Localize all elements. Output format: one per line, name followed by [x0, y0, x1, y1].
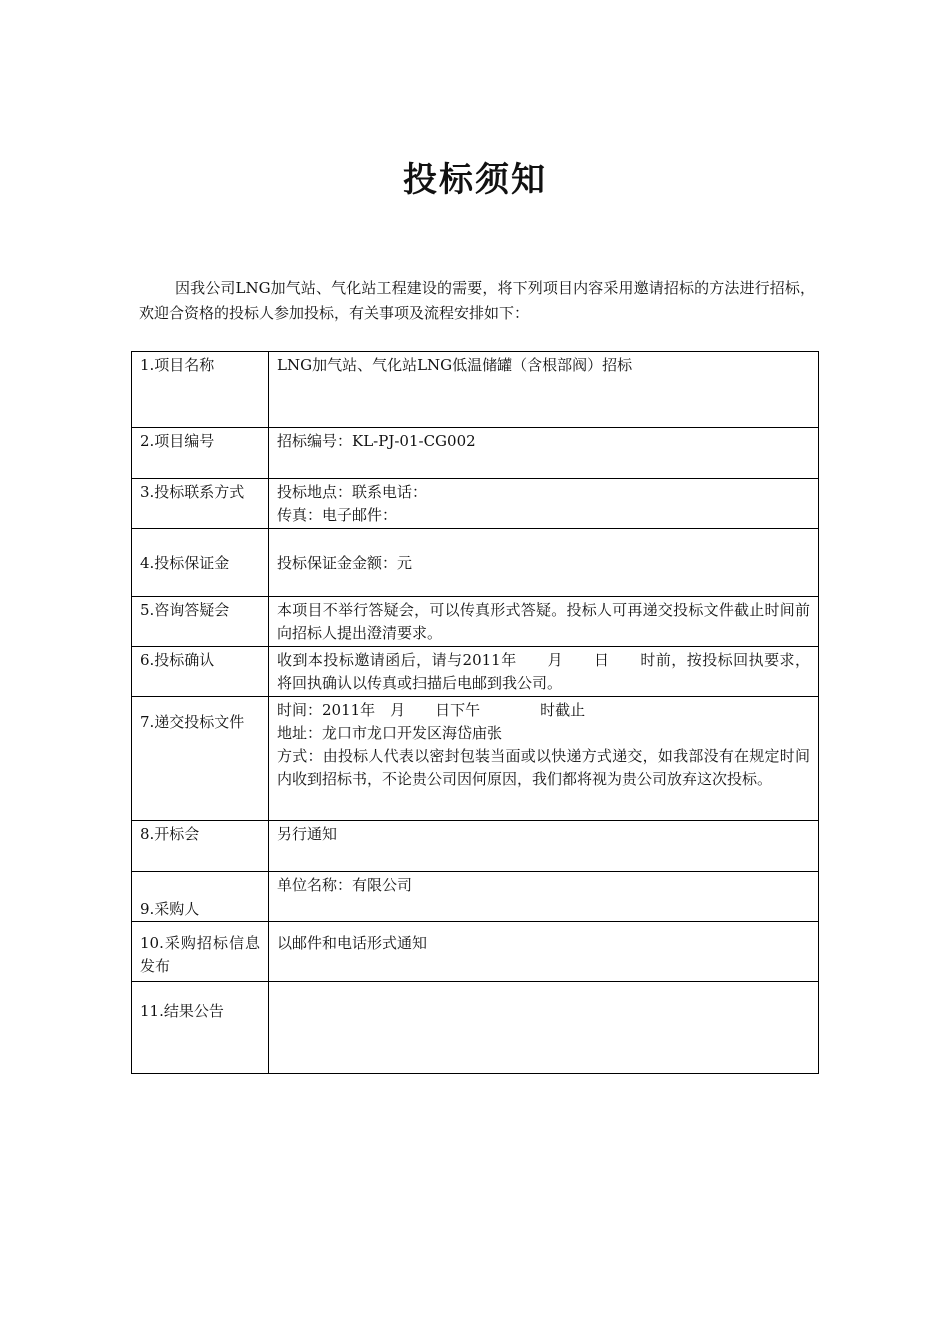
row-value-line: 地址：龙口市龙口开发区海岱庙张 [277, 724, 503, 742]
row-value-project-number [269, 428, 819, 479]
row-value-line: 以邮件和电话形式通知 [277, 934, 428, 952]
table-row [132, 697, 819, 821]
row-label-qa: 5.咨询答疑会 [132, 597, 269, 647]
row-value-line: 本项目不举行答疑会，可以传真形式答疑。投标人可再递交投标文件截止时间前向招标人提出澄清要求。 [277, 601, 810, 642]
document-title: 投标须知 [403, 160, 547, 200]
row-label-project-name: 1.项目名称 [132, 352, 269, 428]
row-value-project-name [269, 352, 819, 428]
row-label-opening: 8.开标会 [132, 821, 269, 872]
row-label-deposit: 4.投标保证金 [132, 529, 269, 597]
row-label-project-number: 2.项目编号 [132, 428, 269, 479]
row-label-purchaser: 9.采购人 [132, 872, 269, 922]
table-row [132, 352, 819, 428]
row-value-line: 时间：2011年 月 日下午 时截止 [277, 701, 586, 719]
table-row [132, 647, 819, 697]
table-row [132, 872, 819, 922]
row-value-line: 方式：由投标人代表以密封包装当面或以快递方式递交，如我部没有在规定时间内收到招标书，不论贵公司因何原因，我们都将视为贵公司放弃这次投标。 [277, 747, 810, 788]
row-value-submit [269, 697, 819, 821]
table-row [132, 821, 819, 872]
row-value-line: 投标地点：联系电话： [277, 483, 428, 501]
row-label-contact: 3.投标联系方式 [132, 479, 269, 529]
row-label-submit: 7.递交投标文件 [132, 697, 269, 821]
table-row [132, 597, 819, 647]
row-value-info-release [269, 922, 819, 982]
row-label-confirm: 6.投标确认 [132, 647, 269, 697]
row-value-opening [269, 821, 819, 872]
row-value-result [269, 982, 819, 1074]
intro-paragraph: 因我公司LNG加气站、气化站工程建设的需要，将下列项目内容采用邀请招标的方法进行招标，欢迎合资格的投标人参加投标，有关事项及流程安排如下： [139, 279, 815, 322]
row-value-deposit [269, 529, 819, 597]
table-row [132, 982, 819, 1074]
row-value-confirm [269, 647, 819, 697]
row-value-purchaser [269, 872, 819, 922]
row-value-line: 单位名称：有限公司 [277, 876, 413, 894]
table-row [132, 922, 819, 982]
row-label-result: 11.结果公告 [132, 982, 269, 1074]
row-label-info-release: 10.采购招标信息发布 [132, 922, 269, 982]
table-row [132, 479, 819, 529]
table-row [132, 428, 819, 479]
table-row [132, 529, 819, 597]
row-value-qa [269, 597, 819, 647]
row-value-line: 投标保证金金额：元 [277, 554, 413, 572]
row-value-line: 传真：电子邮件： [277, 506, 398, 524]
row-value-contact [269, 479, 819, 529]
row-value-line: 招标编号：KL-PJ-01-CG002 [277, 432, 476, 450]
bid-info-table [131, 351, 819, 1074]
row-value-line: LNG加气站、气化站LNG低温储罐（含根部阀）招标 [277, 356, 633, 374]
row-value-line: 收到本投标邀请函后，请与2011年 月 日 时前，按投标回执要求，将回执确认以传真或扫描后电邮到我公司。 [277, 651, 810, 692]
row-value-line: 另行通知 [277, 825, 338, 843]
